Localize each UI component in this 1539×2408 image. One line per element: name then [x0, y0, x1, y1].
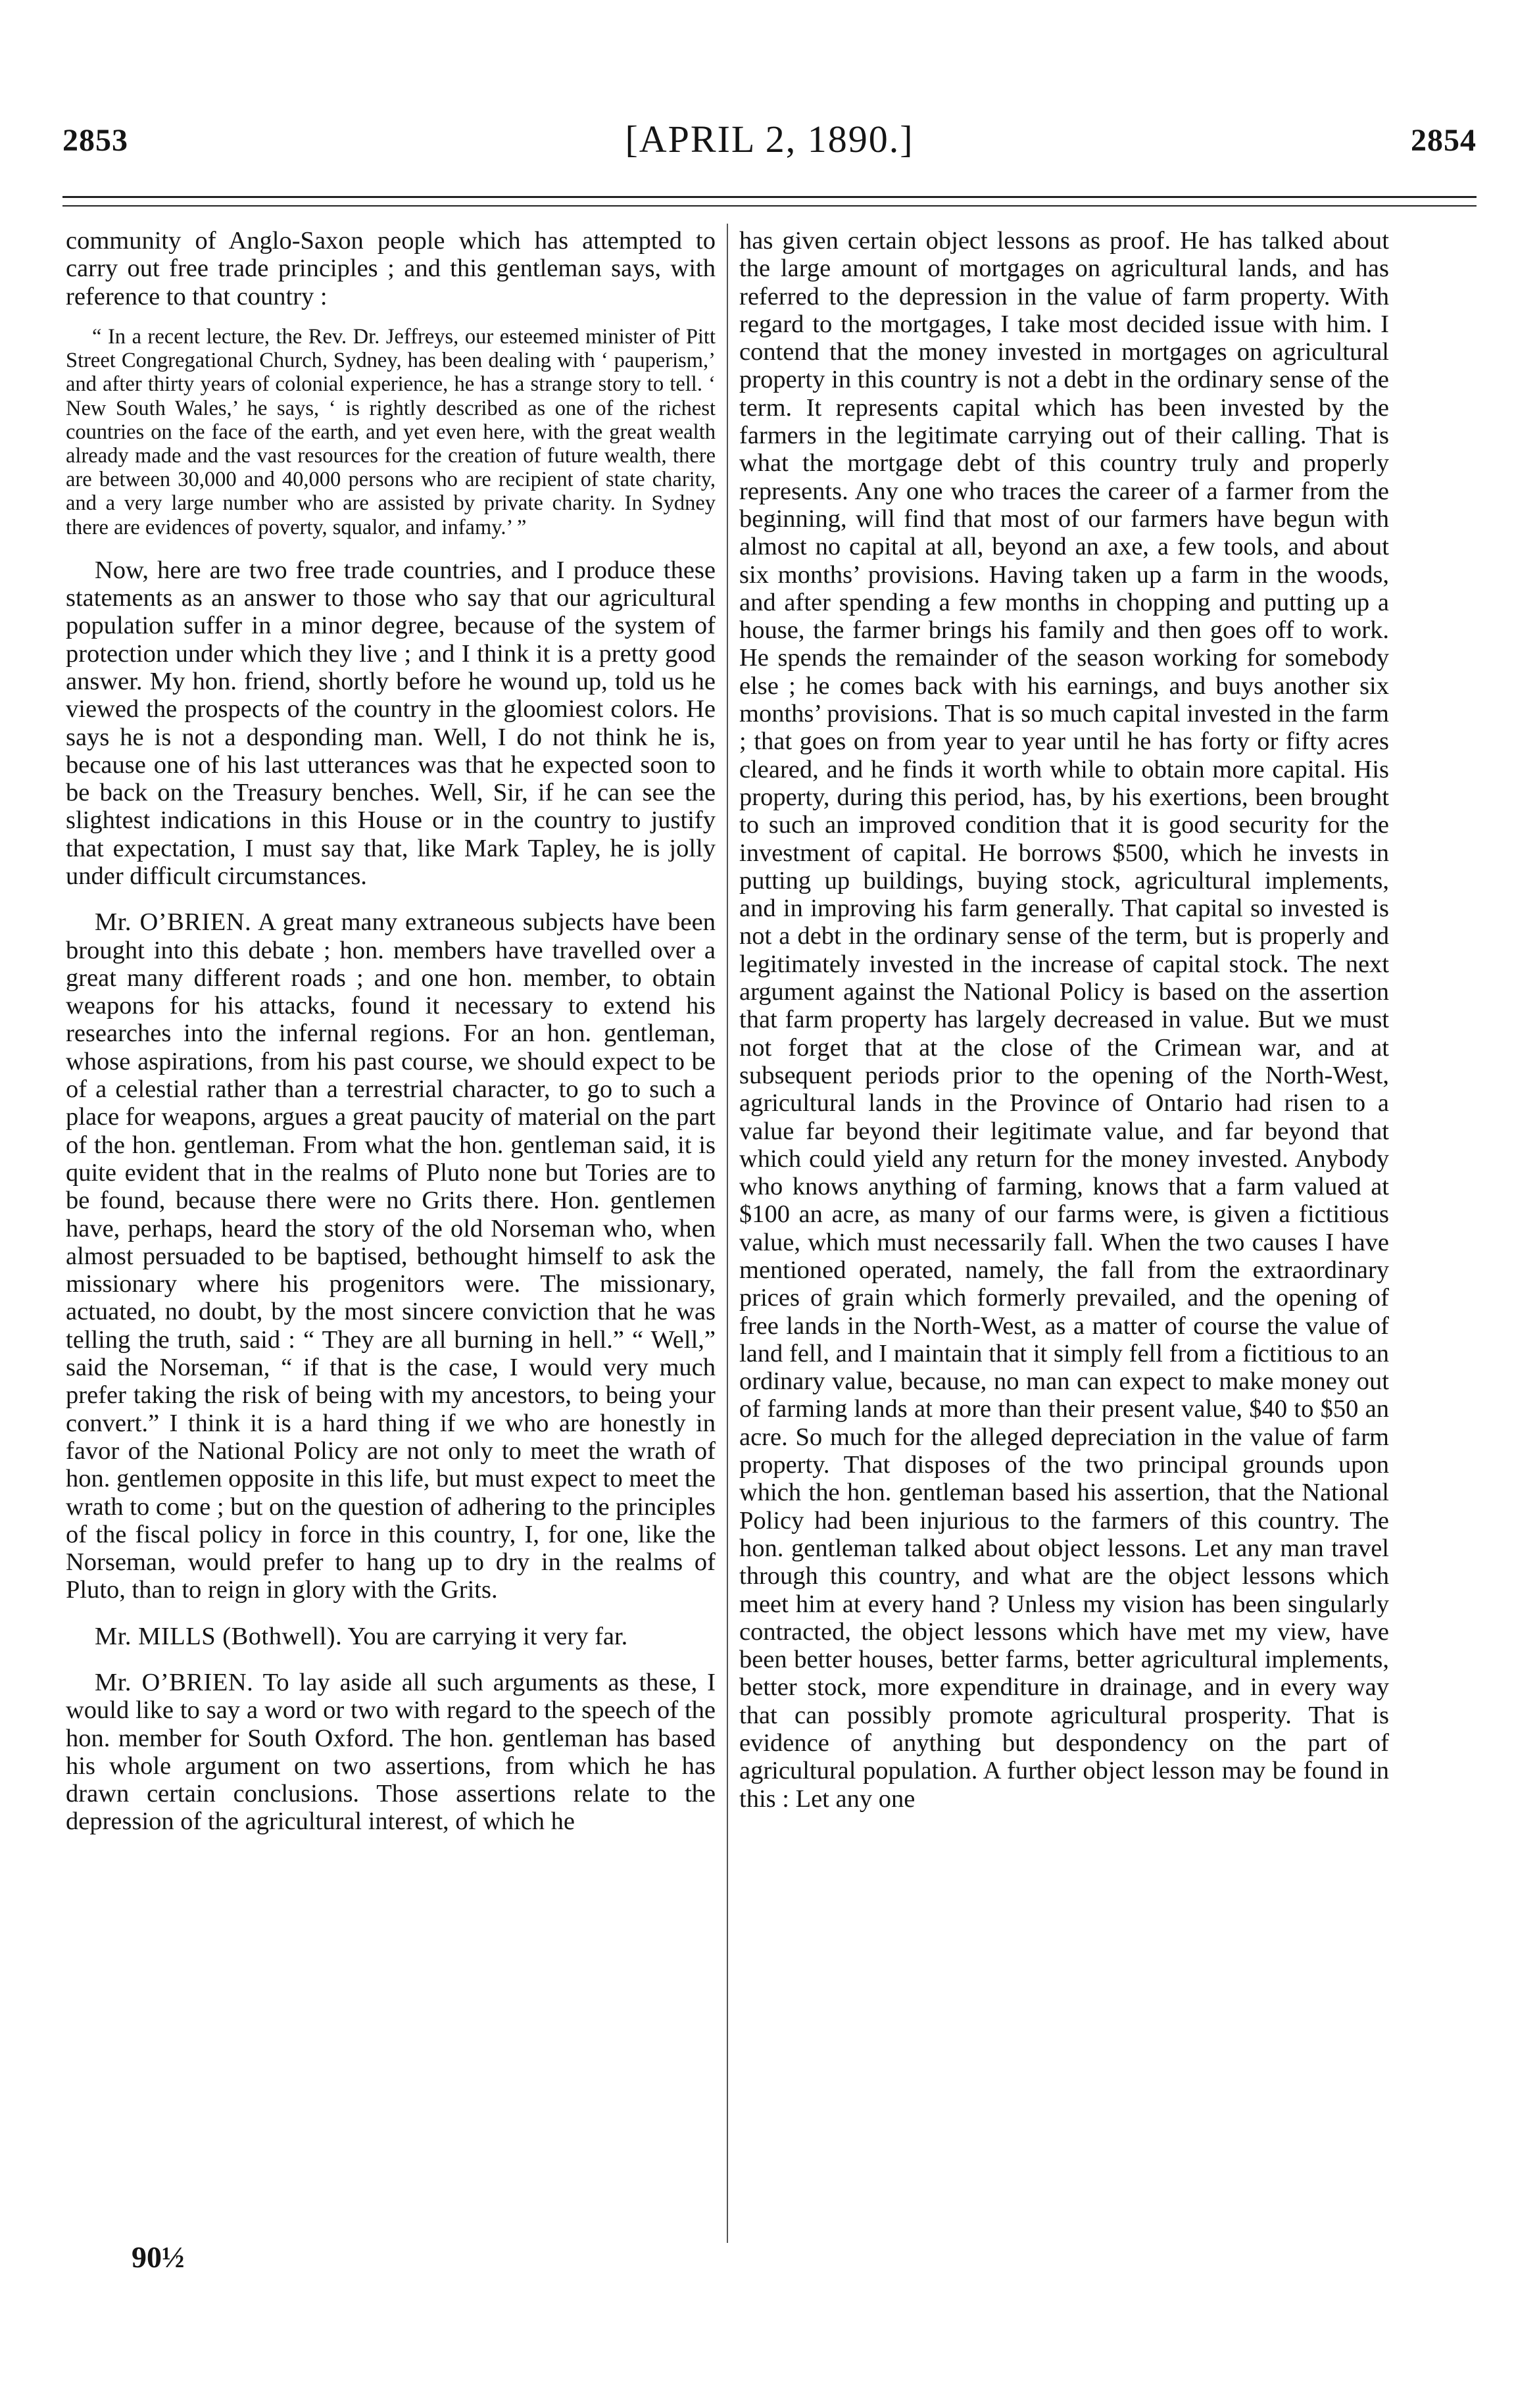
- signature-mark: 90½: [132, 2240, 185, 2274]
- left-paragraph-5: [66, 1669, 716, 1836]
- page-header: [62, 111, 1477, 163]
- left-column: [66, 227, 716, 1836]
- speaker-name: Mr. O’BRIEN.: [95, 908, 252, 937]
- left-paragraph-2: Now, here are two free trade countries, and I produce these statements as an answer to those who say that our agricultural population suffer in a minor degree, because of the system of protection under which they live ; and I think it is a pretty good answer. My hon. friend, shortly before he wound up, told us he viewed the prospects of the country in the gloomiest colors. He says he is not a desponding man. Well, I do not think he is, because one of his last utterances was that he expected soon to be back on the Treasury benches. Well, Sir, if he can see the slightest indications in this House or in the country to justify that expectation, I must say that, like Mark Tapley, he is jolly under difficult circumstances.: [66, 556, 716, 890]
- page-number-right: 2854: [1411, 123, 1477, 158]
- header-rule-top: [62, 196, 1477, 198]
- column-divider: [727, 224, 728, 2243]
- page-number-left: 2853: [62, 123, 128, 158]
- left-paragraph-3: [66, 908, 716, 1604]
- speaker-name: Mr. O’BRIEN.: [95, 1669, 254, 1696]
- block-quote: “ In a recent lecture, the Rev. Dr. Jeffreys, our esteemed minister of Pitt Street Congregational Church, Sydney, has been dealing with ‘ pauperism,’ and after thirty years of colonial experience, he has a strange story to tell. ‘ New South Wales,’ he says, ‘ is rightly described as one of the richest countries on the face of the earth, and yet even here, with the great wealth already made and the vast resources for the creation of future wealth, there are between 30,000 and 40,000 persons who are recipient of state charity, and a very large number who are assisted by private charity. In Sydney there are evidences of poverty, squalor, and infamy.’ ”: [66, 324, 716, 539]
- speech-text: A great many extraneous subjects have been brought into this debate ; hon. members have travelled over a great many different roads ; and one hon. member, to obtain weapons for his attacks, found it necessary to extend his researches into the infernal regions. For an hon. gentleman, whose aspirations, from his past course, we should expect to be of a celestial rather than a terrestrial character, to go to such a place for weapons, argues a great paucity of material on the part of the hon. gentleman. From what the hon. gentleman said, it is quite evident that in the realms of Pluto none but Tories are to be found, because there were no Grits there. Hon. gentlemen have, perhaps, heard the story of the old Norseman who, when almost persuaded to be baptised, bethought himself to ask the missionary where his progenitors were. The missionary, actuated, no doubt, by the most sincere conviction that he was telling the truth, said : “ They are all burning in hell.” “ Well,” said the Norseman, “ if that is the case, I would very much prefer taking the risk of being with my ancestors, to being your convert.” I think it is a hard thing if we who are honestly in favor of the National Policy are not only to meet the wrath of hon. gentlemen opposite in this life, but must expect to meet the wrath to come ; but on the question of adhering to the principles of the fiscal policy in force in this country, I, for one, like the Norseman, would prefer to hang up to dry in the realms of Pluto, than to reign in glory with the Grits.: [66, 908, 716, 1604]
- speech-text: To lay aside all such arguments as these, I would like to say a word or two with regard to the speech of the hon. member for South Oxford. The hon. gentleman has based his whole argument on two assertions, from which he has drawn certain conclusions. Those assertions relate to the depression of the agricultural interest, of which he: [66, 1669, 716, 1836]
- right-paragraph-1: has given certain object lessons as proof. He has talked about the large amount of mortgages on agricultural lands, and has referred to the depression in the value of farm property. With regard to the mortgages, I take most decided issue with him. I contend that the money invested in mortgages on agricultural property in this country is not a debt in the ordinary sense of the term. It represents capital which has been invested by the farmers in the legitimate carrying out of their calling. That is what the mortgage debt of this country truly and properly represents. Any one who traces the career of a farmer from the beginning, will find that most of our farmers have begun with almost no capital at all, beyond an axe, a few tools, and about six months’ provisions. Having taken up a farm in the woods, and after spending a few months in chopping and putting up a house, the farmer brings his family and then goes off to work. He spends the remainder of the season working for somebody else ; he comes back with his earnings, and buys another six months’ provisions. That is so much capital invested in the farm ; that goes on from year to year until he has forty or fifty acres cleared, and he finds it worth while to obtain more capital. His property, during this period, has, by his exertions, been brought to such an improved condition that it is good security for the investment of capital. He borrows $500, which he invests in putting up buildings, buying stock, agricultural implements, and in improving his farm generally. That capital so invested is not a debt in the ordinary sense of the term, but is properly and legitimately invested in the increase of capital stock. The next argument against the National Policy is based on the assertion that farm property has largely decreased in value. But we must not forget that at the close of the Crimean war, and at subsequent periods prior to the opening of the North-West, agricultural lands in the Province of Ontario had risen to a value far beyond their legitimate value, and far beyond that which could yield any return for the money invested. Anybody who knows anything of farming, knows that a farm valued at $100 an acre, as many of our farms were, is given a fictitious value, which must necessarily fall. When the two causes I have mentioned operated, namely, the fall from the extraordinary prices of grain which formerly prevailed, and the opening of free lands in the North-West, as a matter of course the value of land fell, and I maintain that it simply fell from a fictitious to an ordinary value, because, no man can expect to make money out of farming lands at more than their present value, $40 to $50 an acre. So much for the alleged depreciation in the value of farm property. That disposes of the two principal grounds upon which the hon. gentleman based his assertion, that the National Policy had been injurious to the farmers of this country. The hon. gentleman talked about object lessons. Let any man travel through this country, and what are the object lessons which meet him at every hand ? Unless my vision has been singularly contracted, the object lessons which have met my view, have been better houses, better farms, better agricultural implements, better stock, more expenditure in drainage, and in every way that can possibly promote agricultural prosperity. That is evidence of anything but despondency on the part of agricultural population. A further object lesson may be found in this : Let any one: [739, 227, 1389, 1813]
- right-column: [739, 227, 1389, 1813]
- speech-text: You are carrying it very far.: [347, 1622, 628, 1650]
- left-paragraph-4: [66, 1623, 716, 1650]
- speaker-name: Mr. MILLS (Bothwell).: [95, 1622, 343, 1650]
- left-paragraph-1: community of Anglo-Saxon people which has attempted to carry out free trade principles ; and this gentleman says, with reference to that country :: [66, 227, 716, 310]
- header-rule-bottom: [62, 205, 1477, 207]
- page-date: [APRIL 2, 1890.]: [625, 118, 914, 160]
